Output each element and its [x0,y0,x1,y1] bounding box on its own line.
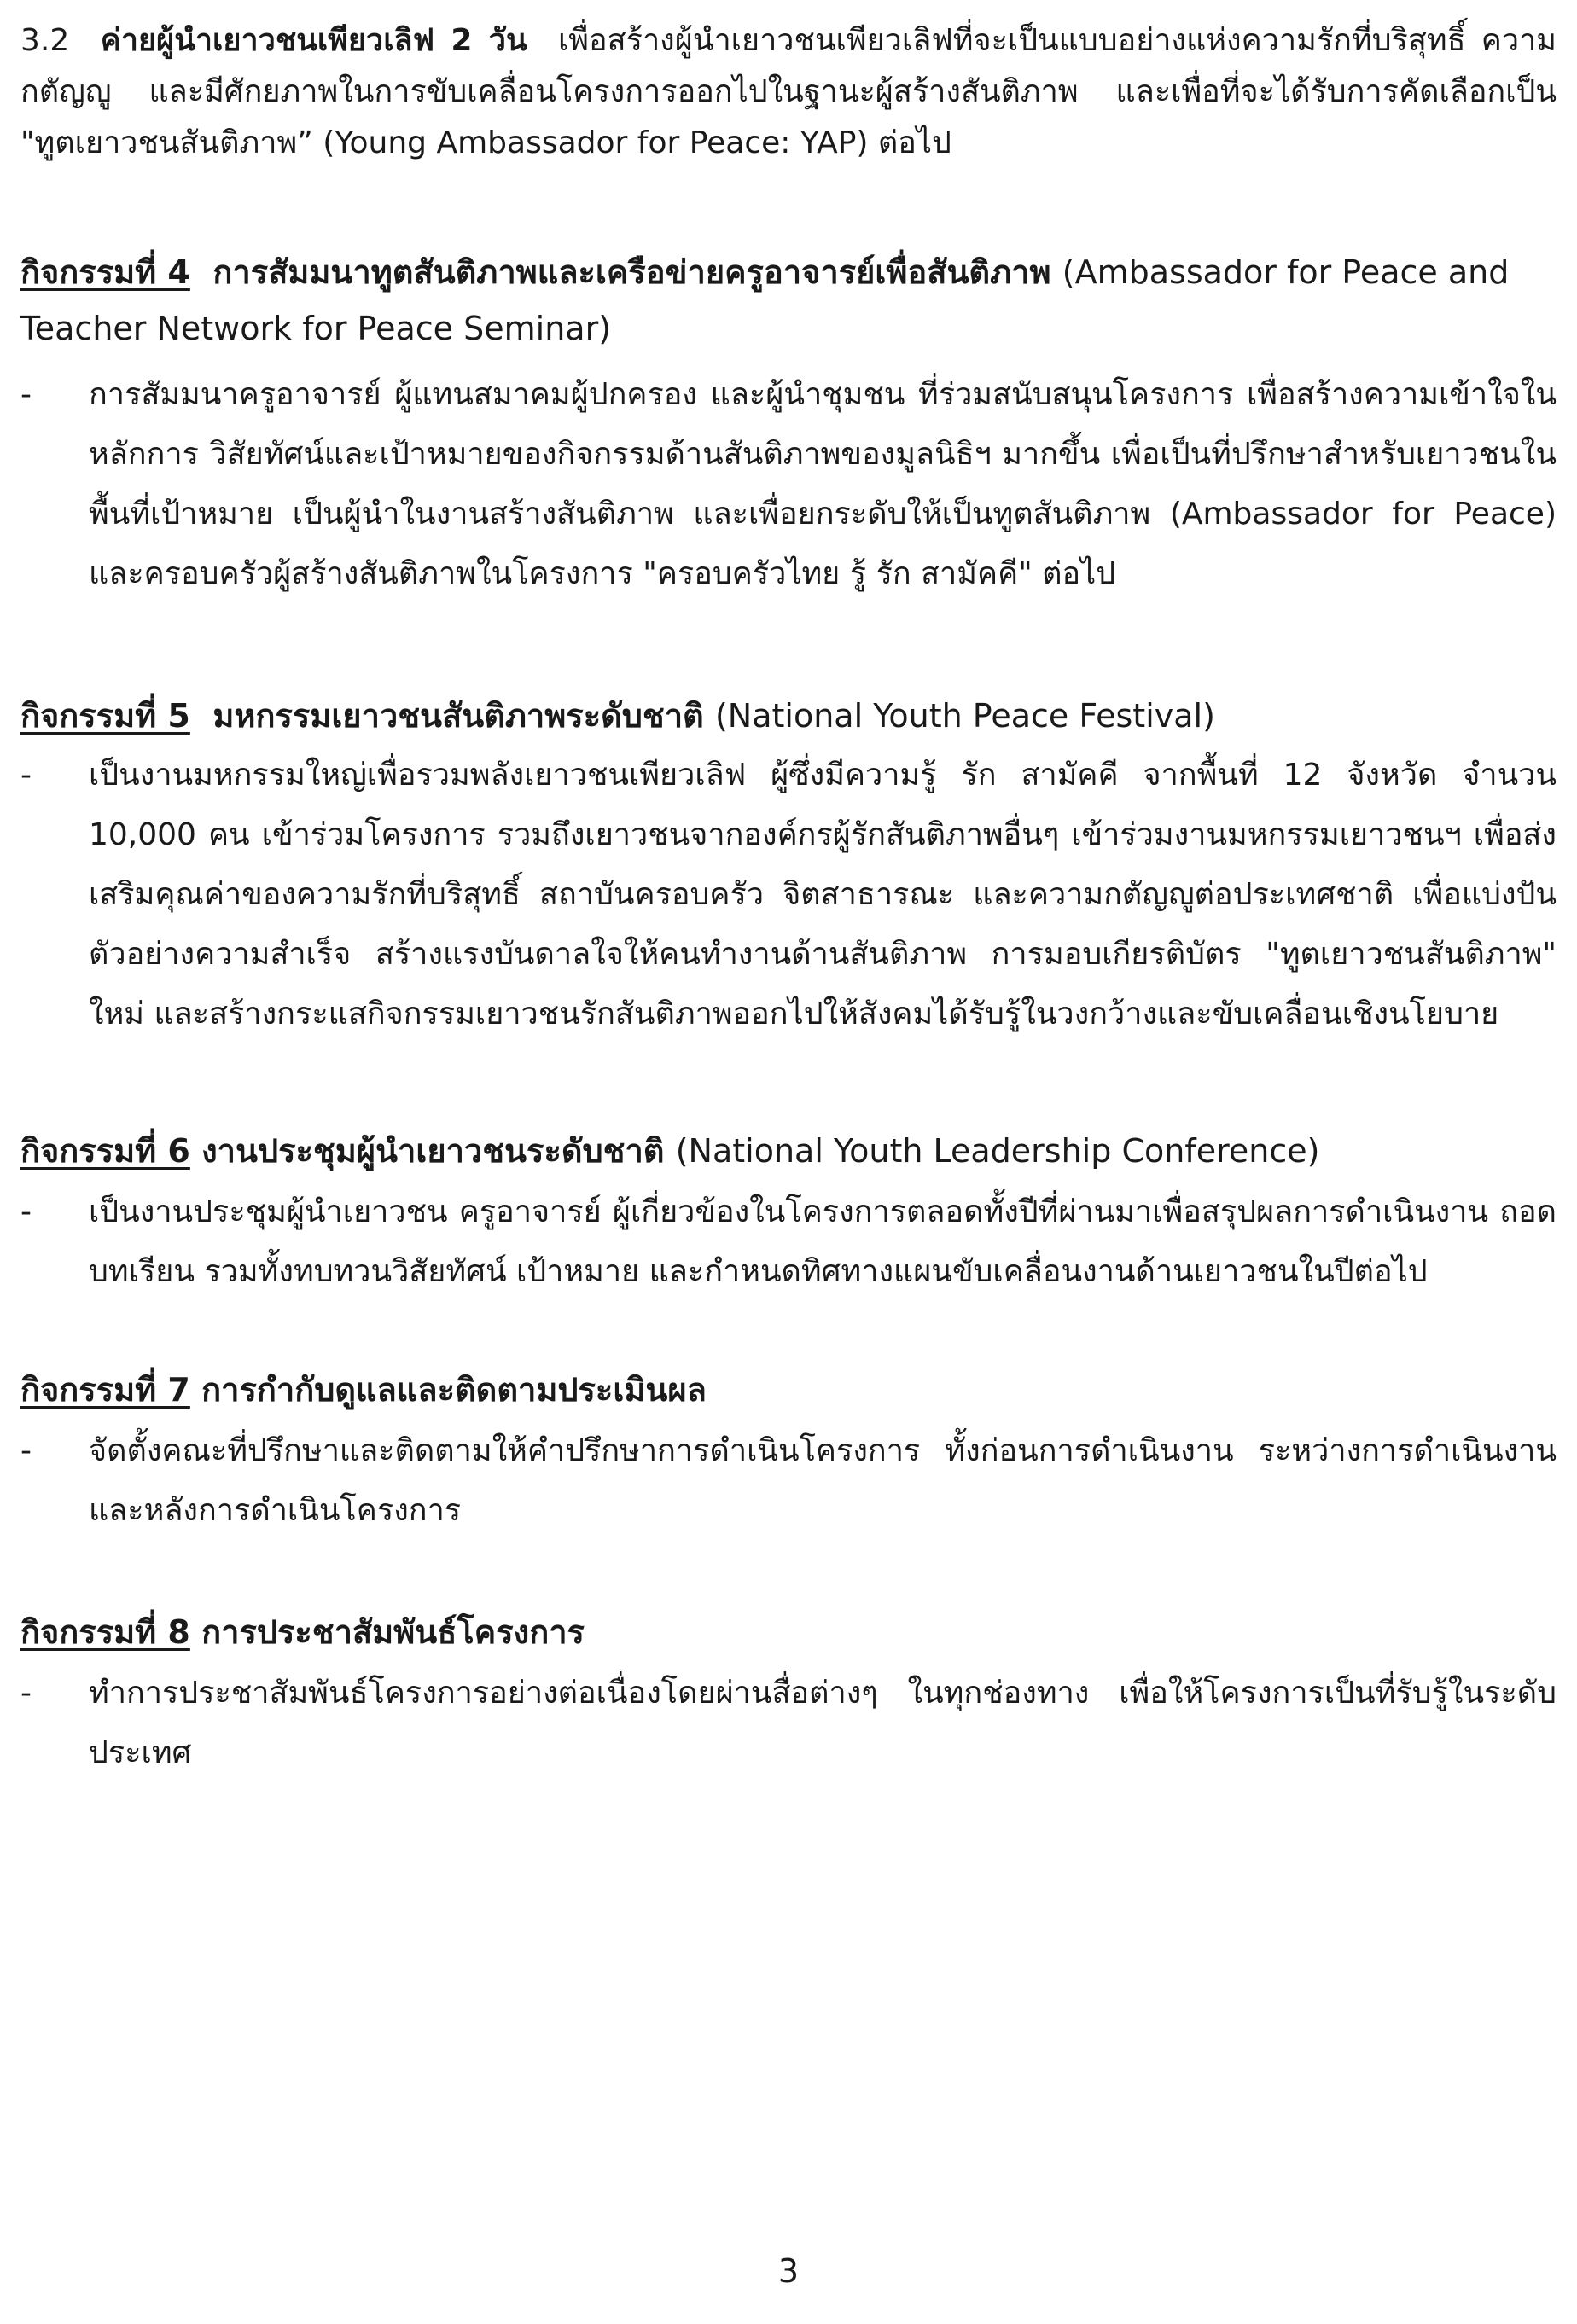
activity-label: กิจกรรมที่ 8 [20,1613,190,1651]
bullet-marker: - [20,1194,32,1229]
activity-title: การกำกับดูแลและติดตามประเมินผล [201,1371,707,1409]
section-number: 3.2 [20,23,70,58]
activity-label: กิจกรรมที่ 4 [20,253,190,291]
section-3-2-paragraph [20,15,1557,169]
activity-label: กิจกรรมที่ 5 [20,697,190,735]
activity-english-title: (National Youth Leadership Conference) [675,1132,1320,1170]
activity-title: มหกรรมเยาวชนสันติภาพระดับชาติ [212,697,704,735]
bullet-text: การสัมมนาครูอาจารย์ ผู้แทนสมาคมผู้ปกครอง และผู้นำชุมชน ที่ร่วมสนับสนุนโครงการ เพื่อสร้างความเข้าใจในหลักการ วิสัยทัศน์และเป้าหมายของกิจกรรมด้านสันติภาพของมูลนิธิฯ มากขึ้น เพื่อเป็นที่ปรึกษาสำหรับเยาวชนในพื้นที่เป้าหมาย เป็นผู้นำในงานสร้างสันติภาพ และเพื่อยกระดับให้เป็นทูตสันติภาพ (Ambassador for Peace) และครอบครัวผู้สร้างสันติภาพในโครงการ "ครอบครัวไทย รู้ รัก สามัคคี" ต่อไป [89,377,1557,591]
activity-4-bullet [20,365,1557,604]
activity-english-title: (Ambassador for Peace and Teacher Network for Peace Seminar) [20,253,1510,347]
bullet-marker: - [20,377,32,412]
activity-english-title: (National Youth Peace Festival) [714,697,1215,735]
activity-title: การประชาสัมพันธ์โครงการ [201,1613,585,1651]
activity-8-heading [20,1604,1557,1660]
activity-7-heading [20,1362,1557,1418]
bullet-text: เป็นงานมหกรรมใหญ่เพื่อรวมพลังเยาวชนเพียวเลิฟ ผู้ซึ่งมีความรู้ รัก สามัคคี จากพื้นที่ 12 จังหวัด จำนวน 10,000 คน เข้าร่วมโครงการ รวมถึงเยาวชนจากองค์กรผู้รักสันติภาพอื่นๆ เข้าร่วมงานมหกรรมเยาวชนฯ เพื่อส่งเสริมคุณค่าของความรักที่บริสุทธิ์ สถาบันครอบครัว จิตสาธารณะ และความกตัญญูต่อประเทศชาติ เพื่อแบ่งปันตัวอย่างความสำเร็จ สร้างแรงบันดาลใจให้คนทำงานด้านสันติภาพ การมอบเกียรติบัตร "ทูตเยาวชนสันติภาพ" ใหม่ และสร้างกระแสกิจกรรมเยาวชนรักสันติภาพออกไปให้สังคมได้รับรู้ในวงกว้างและขับเคลื่อนเชิงนโยบาย [89,758,1557,1031]
bullet-text: เป็นงานประชุมผู้นำเยาวชน ครูอาจารย์ ผู้เกี่ยวข้องในโครงการตลอดทั้งปีที่ผ่านมาเพื่อสรุปผลการดำเนินงาน ถอดบทเรียน รวมทั้งทบทวนวิสัยทัศน์ เป้าหมาย และกำหนดทิศทางแผนขับเคลื่อนงานด้านเยาวชนในปีต่อไป [89,1194,1557,1289]
section-text: เพื่อสร้างผู้นำเยาวชนเพียวเลิฟที่จะเป็นแบบอย่างแห่งความรักที่บริสุทธิ์ ความกตัญญู และมีศักยภาพในการขับเคลื่อนโครงการออกไปในฐานะผู้สร้างสันติภาพ และเพื่อที่จะได้รับการคัดเลือกเป็น "ทูตเยาวชนสันติภาพ” (Young Ambassador for Peace: YAP) ต่อไป [20,23,1557,160]
bullet-marker: - [20,758,32,793]
page-number: 3 [777,2252,800,2290]
bullet-text: จัดตั้งคณะที่ปรึกษาและติดตามให้คำปรึกษาการดำเนินโครงการ ทั้งก่อนการดำเนินงาน ระหว่างการดำเนินงาน และหลังการดำเนินโครงการ [89,1433,1557,1528]
activity-title: การสัมมนาทูตสันติภาพและเครือข่ายครูอาจารย์เพื่อสันติภาพ [212,253,1051,291]
activity-5-heading [20,688,1557,744]
activity-6-heading [20,1123,1557,1179]
activity-7-bullet [20,1421,1557,1541]
activity-6-bullet [20,1182,1557,1302]
section-title: ค่ายผู้นำเยาวชนเพียวเลิฟ 2 วัน [100,23,527,58]
activity-5-bullet [20,746,1557,1044]
bullet-marker: - [20,1433,32,1468]
activity-8-bullet [20,1664,1557,1783]
bullet-marker: - [20,1676,32,1711]
bullet-text: ทำการประชาสัมพันธ์โครงการอย่างต่อเนื่องโดยผ่านสื่อต่างๆ ในทุกช่องทาง เพื่อให้โครงการเป็นที่รับรู้ในระดับประเทศ [89,1676,1557,1770]
activity-label: กิจกรรมที่ 6 [20,1132,190,1170]
activity-label: กิจกรรมที่ 7 [20,1371,190,1409]
activity-4-heading [20,244,1557,357]
activity-title: งานประชุมผู้นำเยาวชนระดับชาติ [201,1132,665,1170]
